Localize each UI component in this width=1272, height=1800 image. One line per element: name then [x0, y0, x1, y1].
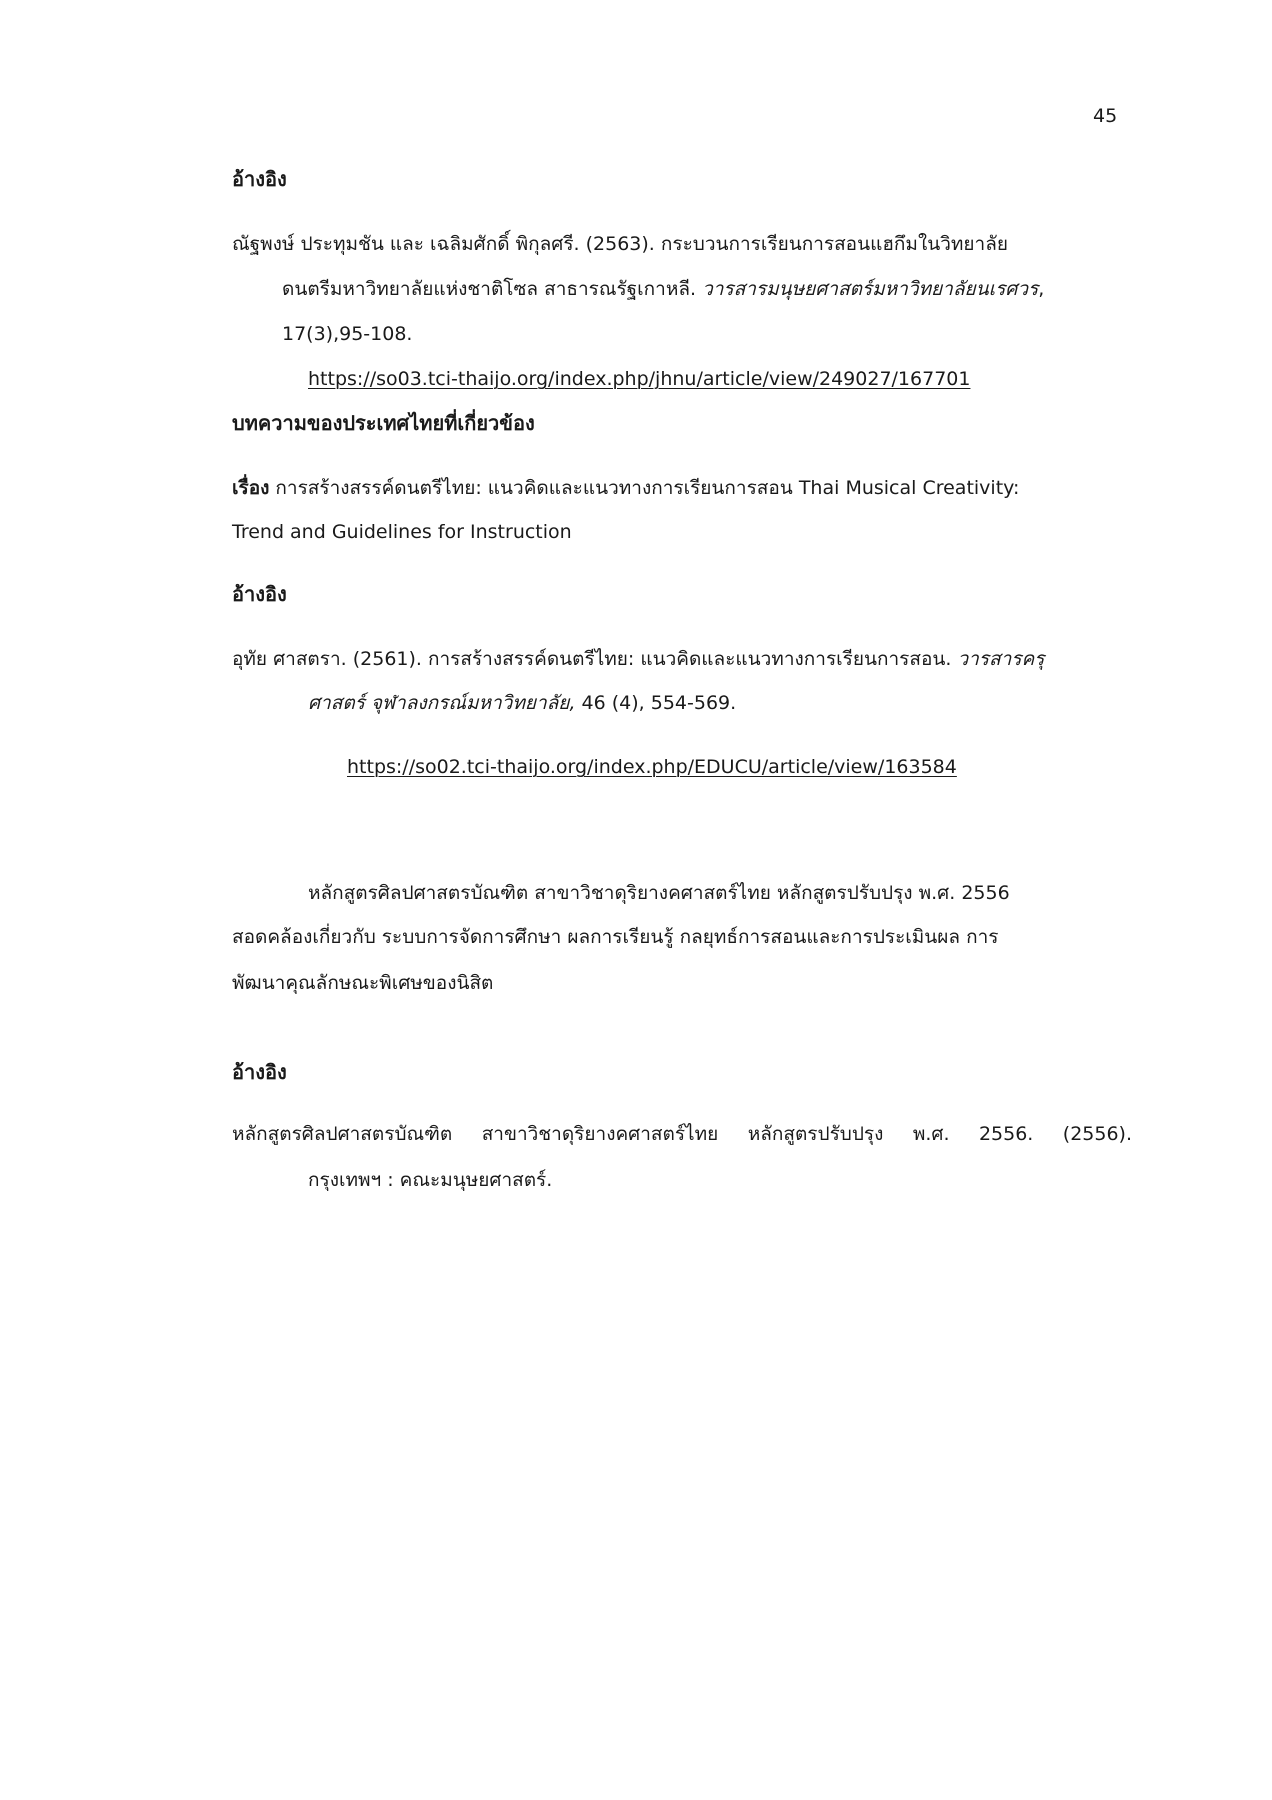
reference-1-url-link[interactable]: https://so03.tci-thaijo.org/index.php/jhnu/article/view/249027/167701: [308, 368, 971, 390]
reference-3-word: (2556).: [1062, 1123, 1132, 1145]
reference-3-line-1: [232, 1121, 1132, 1147]
section-heading-related-thai-articles: บทความของประเทศไทยที่เกี่ยวข้อง: [232, 411, 535, 435]
reference-1-source: ดนตรีมหาวิทยาลัยแห่งชาติโซล สาธารณรัฐเกาหลี.: [282, 278, 703, 300]
reference-2-journal-title-part2: ศาสตร์ จุฬาลงกรณ์มหาวิทยาลัย,: [308, 692, 576, 714]
reference-3-word: 2556.: [978, 1123, 1034, 1145]
reference-2-line-1: [232, 646, 1044, 672]
reference-3-word: สาขาวิชาดุริยางคศาสตร์ไทย: [481, 1123, 719, 1145]
section-heading-references-1: อ้างอิง: [232, 167, 287, 191]
topic-label: เรื่อง: [232, 477, 270, 499]
reference-3-line-2: กรุงเทพฯ : คณะมนุษยศาสตร์.: [308, 1169, 553, 1191]
reference-1-line-1: ณัฐพงษ์ ประทุมชัน และ เฉลิมศักดิ์ พิกุลศรี. (2563). กระบวนการเรียนการสอนแฮกึมในวิทยาลัย: [232, 233, 1008, 255]
page-number: 45: [1093, 105, 1118, 127]
topic-title: การสร้างสรรค์ดนตรีไทย: แนวคิดและแนวทางการเรียนการสอน Thai Musical Creativity:: [269, 477, 1020, 499]
reference-3-word: หลักสูตรปรับปรุง: [747, 1123, 884, 1145]
reference-2-line-2: [308, 690, 736, 716]
section-heading-references-2: อ้างอิง: [232, 582, 287, 606]
reference-1-comma: ,: [1038, 278, 1045, 300]
reference-2-volume-pages: 46 (4), 554-569.: [575, 692, 737, 714]
topic-line-2: Trend and Guidelines for Instruction: [232, 521, 572, 543]
topic-line-1: [232, 475, 1019, 501]
reference-1-line-2: [282, 276, 1044, 302]
reference-2-url-link[interactable]: https://so02.tci-thaijo.org/index.php/EDUCU/article/view/163584: [347, 756, 957, 778]
reference-1-line-3: 17(3),95-108.: [282, 323, 413, 345]
reference-2-journal-title-part1: วารสารครุ: [957, 648, 1045, 670]
reference-3-word: พ.ศ.: [912, 1123, 950, 1145]
paragraph-line-2: สอดคล้องเกี่ยวกับ ระบบการจัดการศึกษา ผลการเรียนรู้ กลยุทธ์การสอนและการประเมินผล การ: [232, 926, 999, 948]
section-heading-references-3: อ้างอิง: [232, 1060, 287, 1084]
reference-1-journal-title: วารสารมนุษยศาสตร์มหาวิทยาลัยนเรศวร: [702, 278, 1039, 300]
reference-3-word: หลักสูตรศิลปศาสตรบัณฑิต: [232, 1123, 453, 1145]
paragraph-line-3: พัฒนาคุณลักษณะพิเศษของนิสิต: [232, 972, 494, 994]
reference-2-citation: อุทัย ศาสตรา. (2561). การสร้างสรรค์ดนตรีไทย: แนวคิดและแนวทางการเรียนการสอน.: [232, 648, 958, 670]
paragraph-line-1: หลักสูตรศิลปศาสตรบัณฑิต สาขาวิชาดุริยางคศาสตร์ไทย หลักสูตรปรับปรุง พ.ศ. 2556: [308, 882, 1010, 904]
